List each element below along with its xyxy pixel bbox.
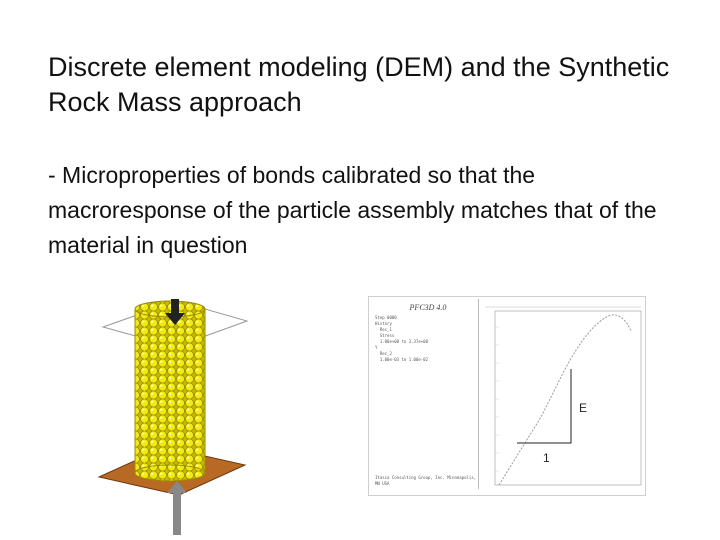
bullet-text: - Microproperties of bonds calibrated so that the macroresponse of the particle assembly matches that of the material in question xyxy=(48,162,657,258)
slope-triangle xyxy=(517,369,571,443)
stress-strain-curve xyxy=(499,315,631,485)
vendor-text: Itasca Consulting Group, Inc. Minneapolis, MN USA xyxy=(375,475,477,486)
info-panel xyxy=(373,299,479,489)
software-logo: PFC3D 4.0 xyxy=(409,303,447,312)
unit-run-label: 1 xyxy=(543,451,550,465)
particle-specimen-illustration xyxy=(95,295,255,535)
modulus-label: E xyxy=(579,401,588,415)
stress-strain-plot xyxy=(481,297,643,493)
info-text-block: Step 0000 History Rec_1 Stress 1.00e+00 to 3.37e+00 Y Rec_2 1.00e-03 to 1.00e-02 xyxy=(375,315,428,362)
slide-title: Discrete element modeling (DEM) and the Synthetic Rock Mass approach xyxy=(48,52,670,117)
simulation-screenshot xyxy=(368,296,646,496)
particle-cylinder xyxy=(135,307,205,475)
